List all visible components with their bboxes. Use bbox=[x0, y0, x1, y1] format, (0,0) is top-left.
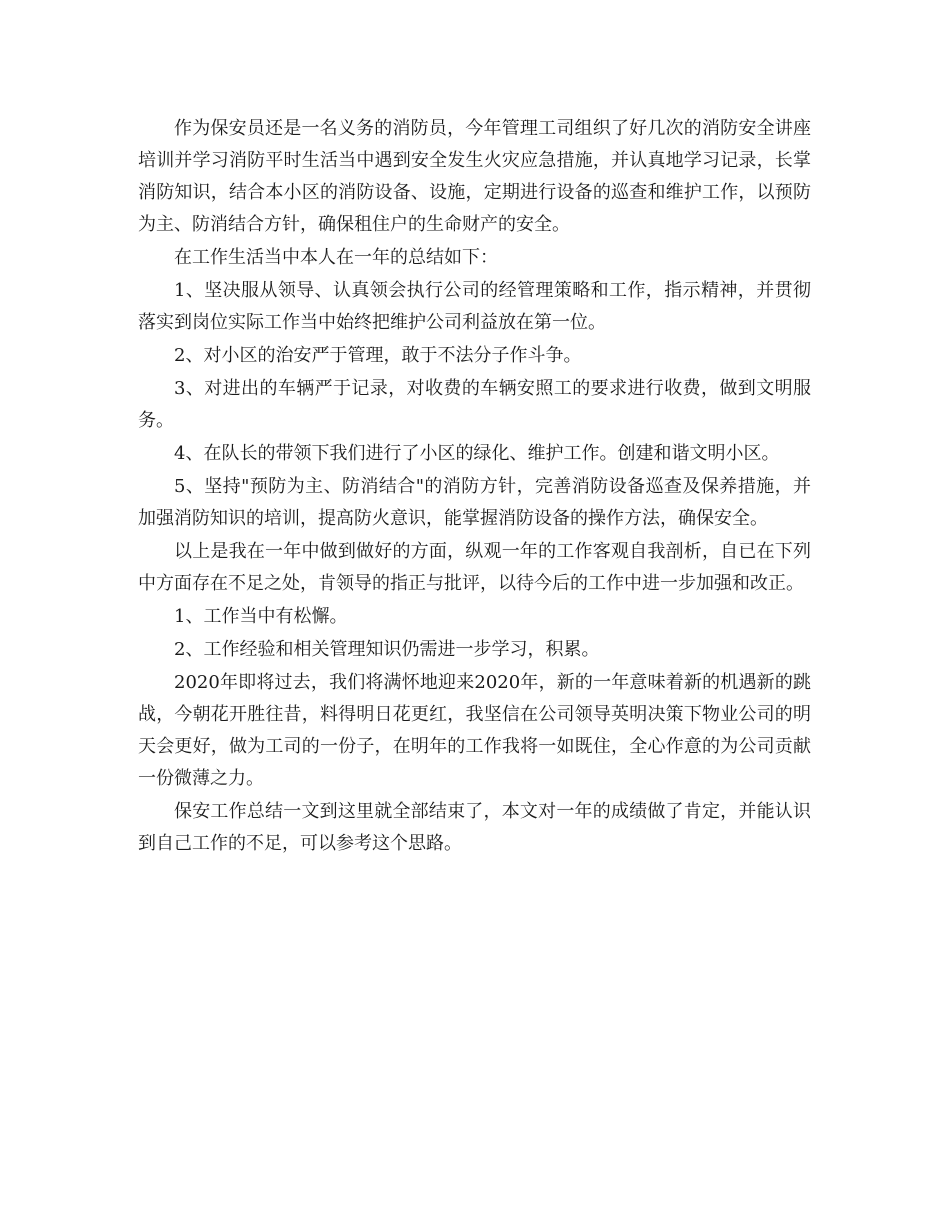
paragraph-shortcoming-1: 1、工作当中有松懈。 bbox=[174, 606, 348, 627]
paragraph-summary-heading: 在工作生活当中本人在一年的总结如下： bbox=[174, 247, 498, 268]
paragraph-item-1: 1、坚决服从领导、认真领会执行公司的经管理策略和工作，指示精神，并贯彻落实到岗位实际工作当中始终把维护公司利益放在第一位。 bbox=[138, 280, 811, 333]
paragraph-self-review: 以上是我在一年中做到做好的方面，纵观一年的工作客观自我剖析，自已在下列中方面存在不足之处，肯领导的指正与批评，以待今后的工作中进一步加强和改正。 bbox=[138, 541, 811, 594]
paragraph-item-5: 5、坚持"预防为主、防消结合"的消防方针，完善消防设备巡查及保养措施，并加强消防知识的培训，提高防火意识，能掌握消防设备的操作方法，确保安全。 bbox=[138, 476, 811, 529]
paragraph-item-3: 3、对进出的车辆严于记录，对收费的车辆安照工的要求进行收费，做到文明服务。 bbox=[138, 378, 811, 431]
paragraph-closing: 保安工作总结一文到这里就全部结束了，本文对一年的成绩做了肯定，并能认识到自己工作的不足，可以参考这个思路。 bbox=[138, 801, 811, 854]
paragraph-shortcoming-2: 2、工作经验和相关管理知识仍需进一步学习，积累。 bbox=[174, 639, 600, 660]
document-body bbox=[138, 113, 811, 861]
paragraph-intro: 作为保安员还是一名义务的消防员，今年管理工司组织了好几次的消防安全讲座培训并学习消防平时生活当中遇到安全发生火灾应急措施，并认真地学习记录，长掌消防知识，结合本小区的消防设备、设施，定期进行设备的巡查和维护工作，以预防为主、防消结合方针，确保租住户的生命财产的安全。 bbox=[138, 118, 811, 235]
paragraph-item-2: 2、对小区的治安严于管理，敢于不法分子作斗争。 bbox=[174, 345, 582, 366]
paragraph-item-4: 4、在队长的带领下我们进行了小区的绿化、维护工作。创建和谐文明小区。 bbox=[174, 443, 780, 464]
paragraph-outlook: 2020年即将过去，我们将满怀地迎来2020年，新的一年意味着新的机遇新的跳战，今朝花开胜往昔，料得明日花更红，我坚信在公司领导英明决策下物业公司的明天会更好，做为工司的一份子，在明年的工作我将一如既住，全心作意的为公司贡献一份微薄之力。 bbox=[138, 672, 811, 789]
